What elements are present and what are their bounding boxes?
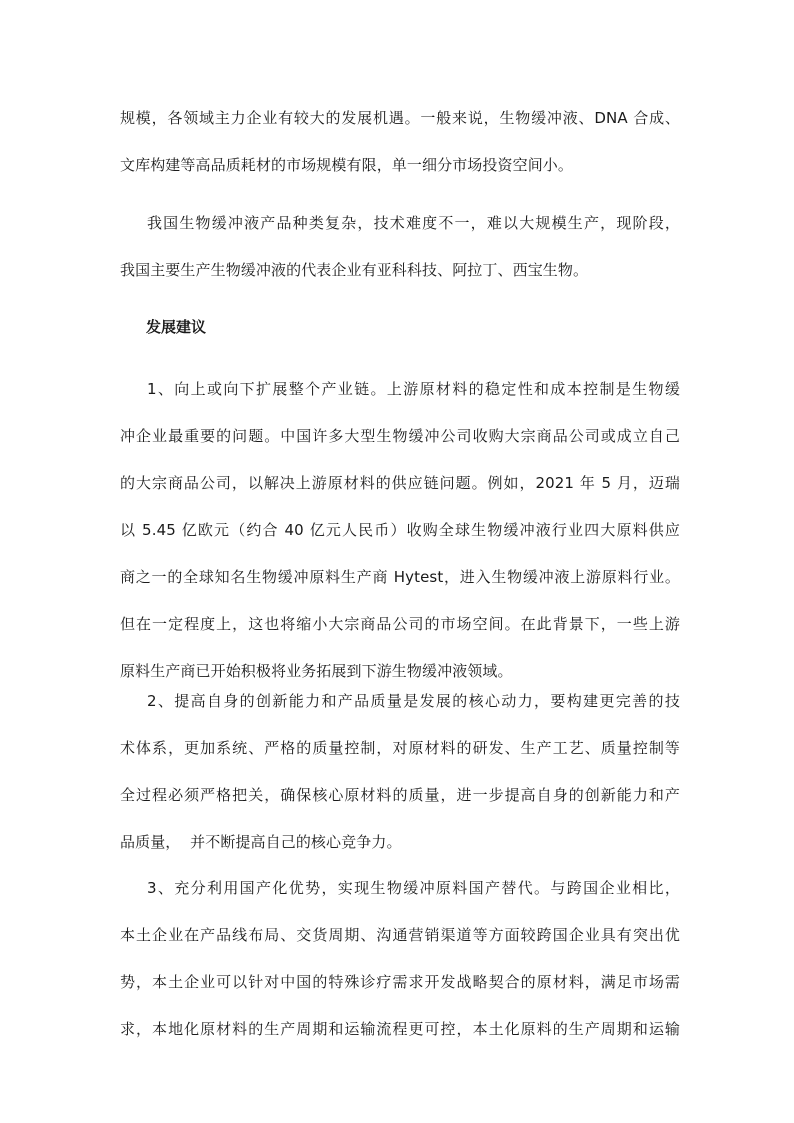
paragraph-suggestion-2 (120, 690, 680, 853)
text-line: 原料生产商已开始积极将业务拓展到下游生物缓冲液领域。 (120, 662, 513, 680)
paragraph-suggestion-1 (120, 378, 680, 682)
text-line: 术体系，更加系统、严格的质量控制，对原材料的研发、生产工艺、质量控制等 (120, 739, 680, 757)
paragraph-market-scale (120, 107, 680, 176)
text-line: 势，本土企业可以针对中国的特殊诊疗需求开发战略契合的原材料，满足市场需 (120, 973, 680, 991)
text-line: 冲企业最重要的问题。中国许多大型生物缓冲公司收购大宗商品公司或成立自己 (120, 427, 680, 445)
text-line: 的大宗商品公司，以解决上游原材料的供应链问题。例如，2021 年 5 月，迈瑞 (120, 474, 680, 492)
text-line: 文库构建等高品质耗材的市场规模有限，单一细分市场投资空间小。 (120, 156, 574, 174)
text-line: 2、提高自身的创新能力和产品质量是发展的核心动力，要构建更完善的技 (147, 692, 680, 710)
text-line: 但在一定程度上，这也将缩小大宗商品公司的市场空间。在此背景下，一些上游 (120, 615, 680, 633)
paragraph-suggestion-3 (120, 877, 680, 1040)
text-line: 3、充分利用国产化优势，实现生物缓冲原料国产替代。与跨国企业相比， (147, 879, 680, 897)
text-line: 1、向上或向下扩展整个产业链。上游原材料的稳定性和成本控制是生物缓 (147, 380, 680, 398)
text-line: 商之一的全球知名生物缓冲原料生产商 Hytest，进入生物缓冲液上游原料行业。 (120, 568, 680, 586)
text-line: 本土企业在产品线布局、交货周期、沟通营销渠道等方面较跨国企业具有突出优 (120, 926, 680, 944)
text-line: 以 5.45 亿欧元（约合 40 亿元人民币）收购全球生物缓冲液行业四大原料供应 (120, 521, 680, 539)
text-line: 我国生物缓冲液产品种类复杂，技术难度不一，难以大规模生产，现阶段， (147, 214, 680, 232)
section-heading-development-suggestions: 发展建议 (146, 318, 207, 336)
text-line: 我国主要生产生物缓冲液的代表企业有亚科科技、阿拉丁、西宝生物。 (120, 261, 589, 279)
text-line: 品质量， 并不断提高自己的核心竞争力。 (120, 833, 402, 851)
text-line: 规模，各领域主力企业有较大的发展机遇。一般来说，生物缓冲液、DNA 合成、 (120, 109, 680, 127)
text-line: 求，本地化原材料的生产周期和运输流程更可控，本土化原料的生产周期和运输 (120, 1020, 680, 1038)
text-line: 全过程必须严格把关，确保核心原材料的质量，进一步提高自身的创新能力和产 (120, 786, 680, 804)
paragraph-domestic-producers (120, 212, 680, 281)
